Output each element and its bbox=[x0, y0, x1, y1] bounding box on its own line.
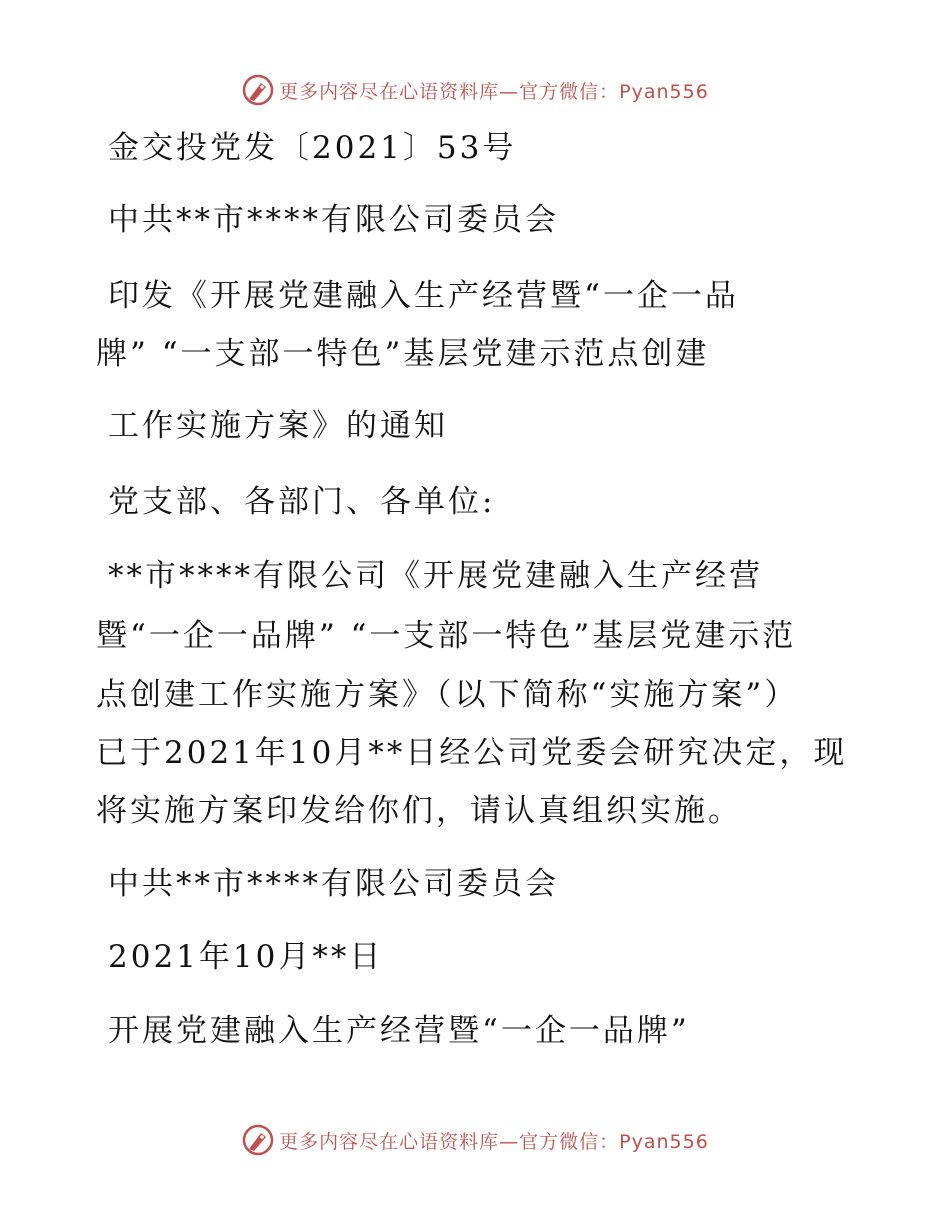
title-line: 工作实施方案》的通知 bbox=[108, 408, 448, 444]
body-line: 将实施方案印发给你们，请认真组织实施。 bbox=[96, 793, 742, 829]
signature: 中共**市****有限公司委员会 bbox=[108, 866, 559, 902]
watermark-header bbox=[0, 70, 950, 110]
pen-nib-icon bbox=[241, 73, 275, 107]
title-line: 印发《开展党建融入生产经营暨“一企一品 bbox=[108, 278, 739, 314]
issuer-heading: 中共**市****有限公司委员会 bbox=[108, 202, 559, 238]
salutation: 党支部、各部门、各单位: bbox=[108, 484, 496, 520]
doc-number: 金交投党发〔2021〕53号 bbox=[108, 130, 517, 166]
issue-date: 2021年10月**日 bbox=[108, 939, 384, 975]
body-line: 已于2021年10月**日经公司党委会研究决定，现 bbox=[96, 735, 848, 771]
watermark-text: 更多内容尽在心语资料库—官方微信：Pyan556 bbox=[279, 80, 709, 103]
title-line: 牌” “一支部一特色”基层党建示范点创建 bbox=[96, 336, 710, 372]
body-line: **市****有限公司《开展党建融入生产经营 bbox=[108, 558, 763, 594]
pen-nib-icon bbox=[241, 1123, 275, 1157]
next-section-heading: 开展党建融入生产经营暨“一企一品牌” bbox=[108, 1013, 690, 1049]
watermark-footer bbox=[0, 1120, 950, 1160]
body-line: 暨“一企一品牌” “一支部一特色”基层党建示范 bbox=[96, 618, 797, 654]
body-line: 点创建工作实施方案》（以下简称“实施方案”） bbox=[96, 677, 799, 713]
watermark-text: 更多内容尽在心语资料库—官方微信：Pyan556 bbox=[279, 1130, 709, 1153]
